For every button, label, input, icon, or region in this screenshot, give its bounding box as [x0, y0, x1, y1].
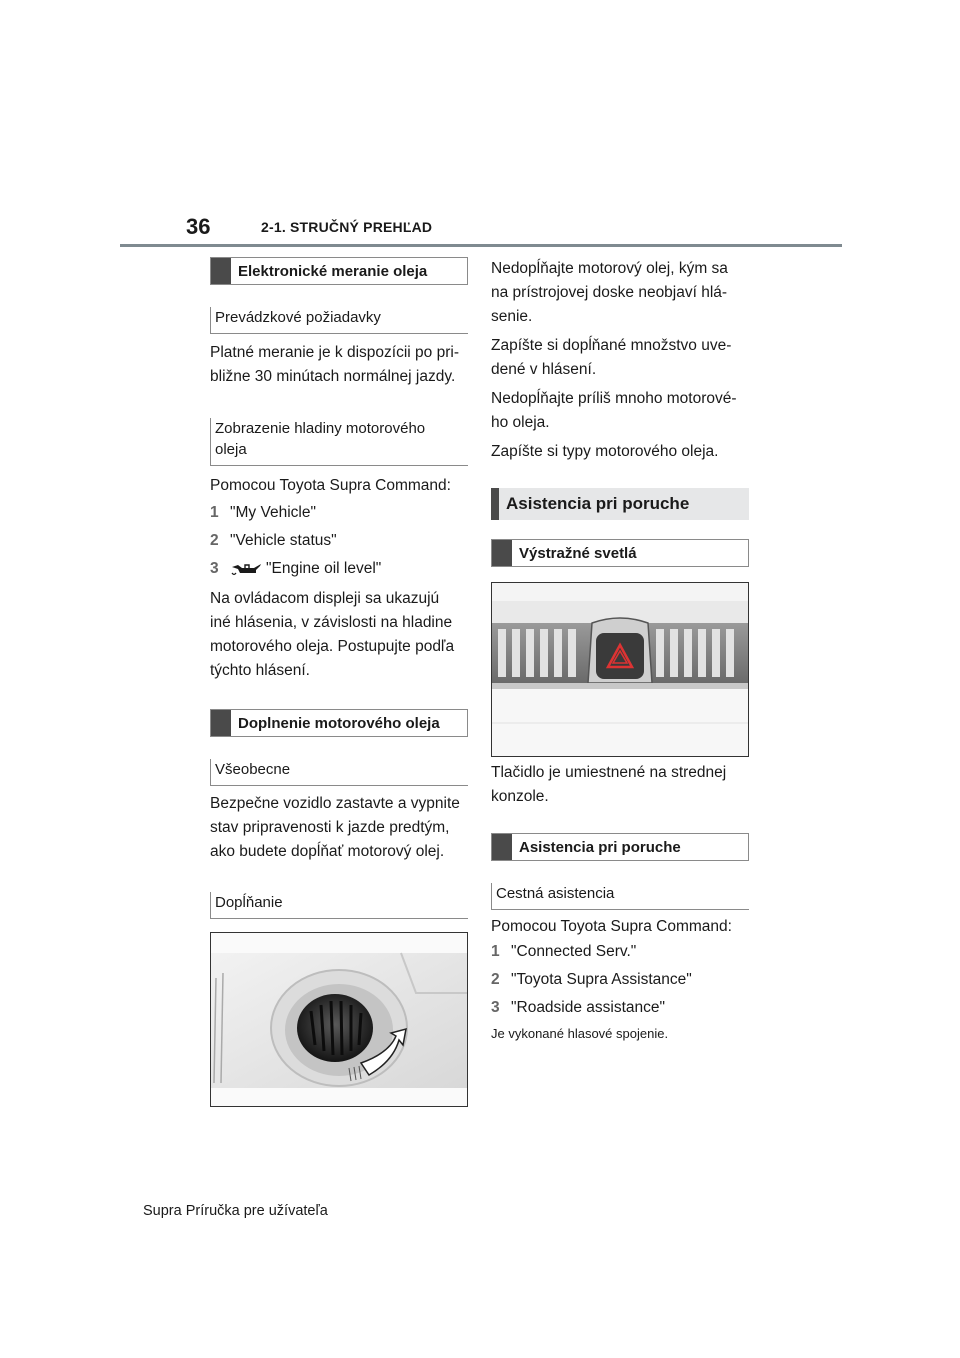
hazard-heading: Výstražné svetlá [491, 539, 749, 567]
types-text: Zapíšte si typy motorového oleja. [491, 443, 719, 460]
voice-note: Je vykonané hlasové spojenie. [491, 1026, 669, 1041]
overfill-text: Nedopĺňajte príliš mnoho motorové- ho oleja. [491, 390, 737, 431]
header-divider [120, 244, 842, 247]
assist-main-heading: Asistencia pri poruche [491, 488, 749, 520]
assist-heading: Asistencia pri poruche [491, 833, 749, 861]
general-text: Bezpečne vozidlo zastavte a vypnite stav pripravenosti k jazde predtým, ako budete dopĺňať motorový olej. [210, 795, 460, 860]
command-intro: Pomocou Toyota Supra Command: [210, 477, 451, 494]
page-number: 36 [186, 214, 211, 239]
warn-text: Nedopĺňajte motorový olej, kým sa na prístrojovej doske neobjaví hlá- senie. [491, 260, 728, 325]
general-subheading: Všeobecne [210, 759, 468, 786]
roadside-subheading: Cestná asistencia [491, 883, 749, 910]
button-location-text: Tlačidlo je umiestnené na strednej konzole. [491, 764, 727, 805]
right-column [491, 257, 749, 1043]
requirements-subheading: Prevádzkové požiadavky [210, 307, 468, 334]
step-supra-assistance: 2 "Toyota Supra Assistance" [491, 971, 692, 988]
filling-subheading: Dopĺňanie [210, 892, 468, 919]
step-vehicle-status: 2 "Vehicle status" [210, 532, 337, 549]
hazard-button-image [491, 582, 749, 757]
step-connected-serv: 1 "Connected Serv." [491, 943, 637, 960]
display-subheading: Zobrazenie hladiny motorového oleja [210, 418, 468, 466]
left-column [210, 257, 468, 1107]
requirements-text: Platné meranie je k dispozícii po pri- bližne 30 minútach normálnej jazdy. [210, 344, 459, 385]
messages-text: Na ovládacom displeji sa ukazujú iné hlásenia, v závislosti na hladine motorového oleja. Postupujte podľa týchto hlásení. [210, 590, 455, 679]
oil-measure-heading: Elektronické meranie oleja [210, 257, 468, 285]
manual-title: Supra Príručka pre užívateľa [143, 1203, 328, 1219]
note-text: Zapíšte si dopĺňané množstvo uve- dené v hlásení. [491, 337, 732, 378]
step-my-vehicle: 1 "My Vehicle" [210, 504, 316, 521]
oil-filler-cap-image [210, 932, 468, 1107]
oil-can-icon [230, 561, 264, 577]
refill-heading: Doplnenie motorového oleja [210, 709, 468, 737]
section-title: 2-1. STRUČNÝ PREHĽAD [261, 219, 433, 235]
step-engine-oil: 3 "Engine oil level" [210, 560, 382, 577]
assist-command-intro: Pomocou Toyota Supra Command: [491, 918, 732, 935]
step-roadside-assistance: 3 "Roadside assistance" [491, 999, 666, 1016]
